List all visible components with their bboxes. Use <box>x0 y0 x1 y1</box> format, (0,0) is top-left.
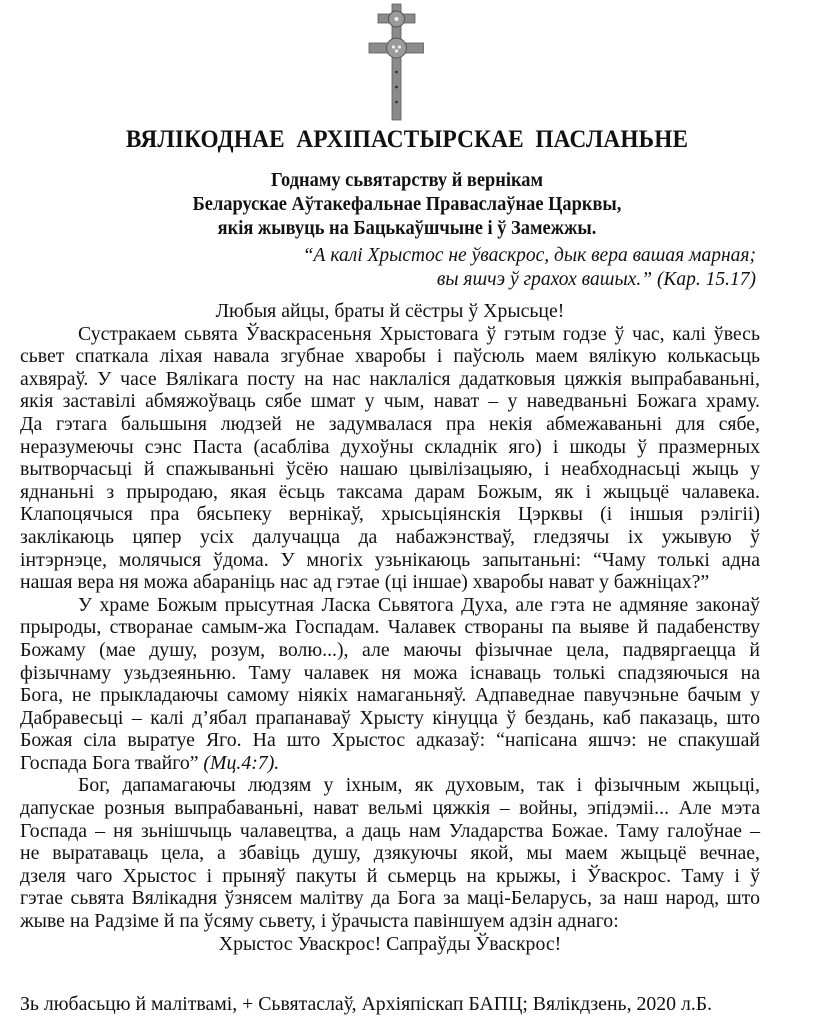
paragraph-line: не выратаваць цела, а збавіць душу, дзякуючы якой, мы маем жыцьцё вечнае, <box>20 842 760 865</box>
paragraph-line: інтэрнэце, молячыся ўдома. У многіх узьнікаюць запытаньні: “Чаму толькі адна <box>20 548 760 571</box>
paragraph-line: дзеля чаго Хрыстос і прыняў пакуты й сьмерць на крыжы, і Ўваскрос. Таму і ў <box>20 864 760 887</box>
epigraph-line-1: “А калі Хрыстос не ўваскрос, дык вера вашая марная; <box>302 245 756 266</box>
paragraph-line: неразумеючы сэнс Паста (асабліва духоўны складнік яго) і шкоды ў празмерных <box>20 435 760 458</box>
epigraph <box>303 244 756 292</box>
paragraph-line: дапускае розныя выпрабаваньні, нават вельмі цяжкія – войны, эпідэміі... Але мэта <box>20 797 760 820</box>
greeting: Любыя айцы, браты й сёстры ў Хрысьце! <box>215 300 565 322</box>
document-title: ВЯЛІКОДНАЕ АРХІПАСТЫРСКАЕ ПАСЛАНЬНЕ <box>125 126 689 153</box>
paragraph-line: Сустракаем сьвята Ўваскрасеньня Хрыстовага ў гэтым годзе ў час, калі ўвесь <box>78 322 760 345</box>
paragraph-line: Бог, дапамагаючы людзям у іхным, як духовым, так і фізычным жыцьці, <box>78 774 760 797</box>
letter-body <box>20 300 760 955</box>
address-line-1: Годнаму сьвятарству й вернікам <box>270 169 544 191</box>
paragraph-line: Божаму (мае душу, розум, волю...), але маючы фізычнае цела, падвяргаецца й <box>20 638 760 661</box>
epigraph-line-2 <box>303 268 756 292</box>
paragraph-line: Да гэтага бальшыня людзей не задумвалася пра некія абмежаваньні для сябе, <box>20 412 760 435</box>
cross-icon <box>368 2 424 122</box>
paragraph-line: вытворчасьці й спажываньні ўсёю нашаю цывілізацыяю, і неабходнасьці жыць у <box>20 458 760 481</box>
paragraph-line: сьвет спаткала ліхая навала згубнае хваробы і паўсюль маем вялікую колькасьць <box>20 345 760 368</box>
scripture-reference: (Мц.4:7). <box>198 751 280 774</box>
paragraph-line: нашая вера ня можа абараніць нас ад гэтае (ці іншае) хваробы нават у бажніцах?” <box>20 571 710 594</box>
paragraph-line: жыве на Радзіме й па ўсяму сьвету, і ўрачыста павіншуем адзін аднаго: <box>20 910 619 933</box>
paragraph-line: Бога, не прыкладаючы самому ніякіх намаганьняў. Адпаведнае павучэньне бачым у <box>20 684 760 707</box>
epigraph-quote: вы яшчэ ў грахох вашых.” <box>436 269 653 290</box>
address-line-3: якія жывуць на Бацькаўшчыне і ў Замежжы. <box>217 217 597 239</box>
quote-text: Госпада Бога твайго” <box>20 751 199 774</box>
paragraph-line: якія заставілі абмяжоўваць сябе шмат у чым, нават – у наведваньні Божага храму. <box>20 390 760 413</box>
paragraph-line: заклікаюць цяпер усіх далучацца да набажэнстваў, гледзячы іх ужывую ў <box>20 525 760 548</box>
paragraph-line: гэтае сьвята Вялікадня ўзнясем малітву да Бога за маці-Беларусь, за наш народ, што <box>20 887 760 910</box>
paragraph-line: Клапоцячыся пра бясьпеку вернікаў, хрысьціянскія Цэрквы (і іншыя рэлігіі) <box>20 503 760 526</box>
paragraph-line: яднаньні з прыродаю, якая ёсьць таксама дарам Божым, як і жыцьцё чалавека. <box>20 480 760 503</box>
paragraph-line: фізычнаму узьдзеяньню. Таму чалавек ня можа існаваць толькі спадзяючыся на <box>20 661 760 684</box>
paragraph-line: ахвяраў. У часе Вялікага посту на нас наклаліся дадатковыя цяжкія выпрабаваньні, <box>20 367 760 390</box>
easter-greeting: Хрыстос Уваскрос! Сапраўды Ўваскрос! <box>218 932 562 955</box>
epigraph-reference: (Кар. 15.17) <box>652 269 756 290</box>
address-line-2: Беларускае Аўтакефальнае Праваслаўнае Царквы, <box>192 193 622 215</box>
paragraph-line: У храме Божым прысутная Ласка Сьвятога Духа, але гэта не адмяняе законаў <box>78 593 760 616</box>
paragraph-line <box>20 752 760 775</box>
paragraph-line: Божая сіла выратуе Яго. На што Хрыстос адказаў: “напісана яшчэ: не спакушай <box>20 729 760 752</box>
paragraph-line: Дабравесьці – калі д’ябал прапанаваў Хрысту кінуцца ў бездань, каб паказаць, што <box>20 706 760 729</box>
paragraph-line: Госпада – ня зьнішчыць чалавецтва, а даць нам Уладарства Божае. Таму галоўнае – <box>20 819 760 842</box>
signature: Зь любасьцю й малітвамі, + Сьвятаслаў, Архіяпіскап БАПЦ; Вялікдзень, 2020 л.Б. <box>20 993 713 1015</box>
paragraph-line: прыроды, створанае самым-жа Госпадам. Чалавек створаны па выяве й падабенству <box>20 616 760 639</box>
